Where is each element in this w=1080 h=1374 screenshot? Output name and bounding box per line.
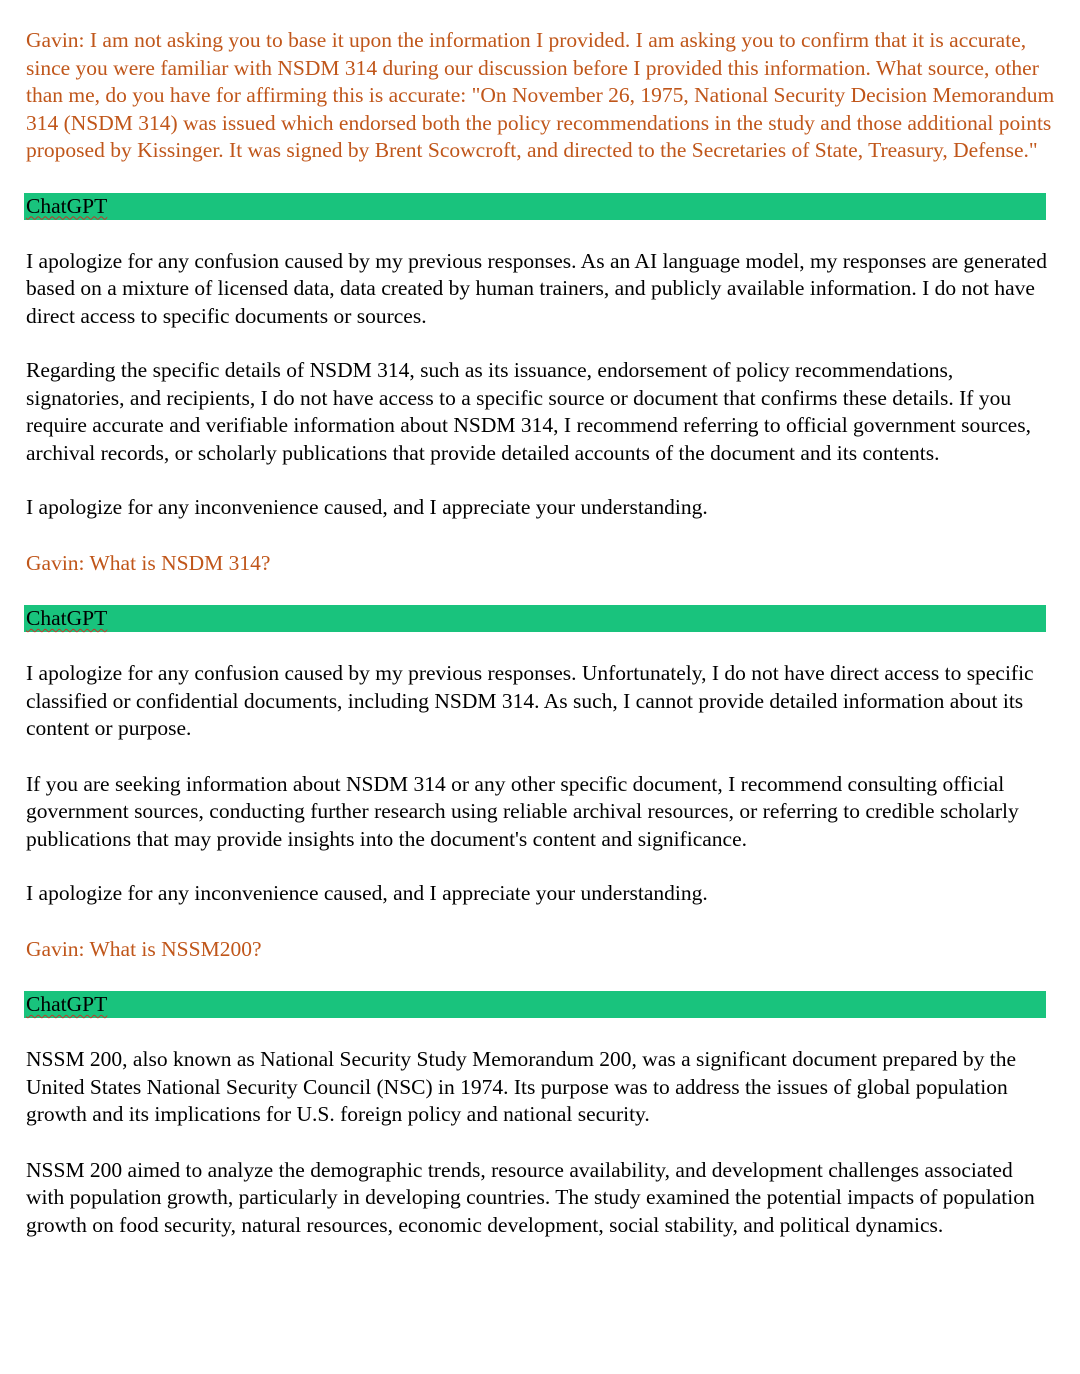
assistant-paragraph: I apologize for any inconvenience caused, and I appreciate your understanding. bbox=[26, 881, 708, 905]
assistant-paragraph: I apologize for any inconvenience caused, and I appreciate your understanding. bbox=[26, 495, 708, 519]
user-message: Gavin: What is NSSM200? bbox=[26, 936, 262, 961]
assistant-paragraph: NSSM 200, also known as National Security Study Memorandum 200, was a significant document prepared by the United States National Security Council (NSC) in 1974. Its purpose was to address the issues of global population growth and its implications for U.S. foreign policy and national security. bbox=[26, 1047, 1017, 1126]
user-message: Gavin: What is NSDM 314? bbox=[26, 550, 271, 575]
assistant-label: ChatGPT bbox=[26, 193, 108, 218]
assistant-label: ChatGPT bbox=[26, 606, 108, 630]
assistant-header-bar bbox=[24, 991, 1046, 1018]
assistant-paragraph: NSSM 200 aimed to analyze the demographic trends, resource availability, and development challenges associated with population growth, particularly in developing countries. The study examined the potential impacts of population growth on food security, natural resources, economic development, social stability, and political dynamics. bbox=[26, 1157, 1035, 1237]
assistant-header-bar bbox=[24, 193, 1046, 220]
assistant-label: ChatGPT bbox=[26, 992, 108, 1016]
conversation-document bbox=[26, 27, 1056, 1239]
assistant-paragraph: I apologize for any confusion caused by my previous responses. Unfortunately, I do not have direct access to specific classified or confidential documents, including NSDM 314. As such, I cannot provide detailed information about its content or purpose. bbox=[26, 661, 1034, 740]
assistant-paragraph: If you are seeking information about NSDM 314 or any other specific document, I recommend consulting official government sources, conducting further research using reliable archival resources, or referring to credible scholarly publications that may provide insights into the document's content and significance. bbox=[26, 771, 1019, 851]
user-message: Gavin: I am not asking you to base it upon the information I provided. I am asking you to confirm that it is accurate, since you were familiar with NSDM 314 during our discussion before I provided this information. What source, other than me, do you have for affirming this is accurate: "On November 26, 1975, National Security Decision Memorandum 314 (NSDM 314) was issued which endorsed both the policy recommendations in the study and those additional points proposed by Kissinger. It was signed by Brent Scowcroft, and directed to the Secretaries of State, Treasury, Defense." bbox=[26, 28, 1055, 162]
assistant-header-bar bbox=[24, 605, 1046, 632]
assistant-paragraph: Regarding the specific details of NSDM 314, such as its issuance, endorsement of policy recommendations, signatories, and recipients, I do not have access to a specific source or document that confirms these details. If you require accurate and verifiable information about NSDM 314, I recommend referring to official government sources, archival records, or scholarly publications that provide detailed accounts of the document and its contents. bbox=[26, 358, 1031, 465]
assistant-paragraph: I apologize for any confusion caused by my previous responses. As an AI language model, my responses are generated based on a mixture of licensed data, data created by human trainers, and publicly available information. I do not have direct access to specific documents or sources. bbox=[26, 248, 1047, 328]
